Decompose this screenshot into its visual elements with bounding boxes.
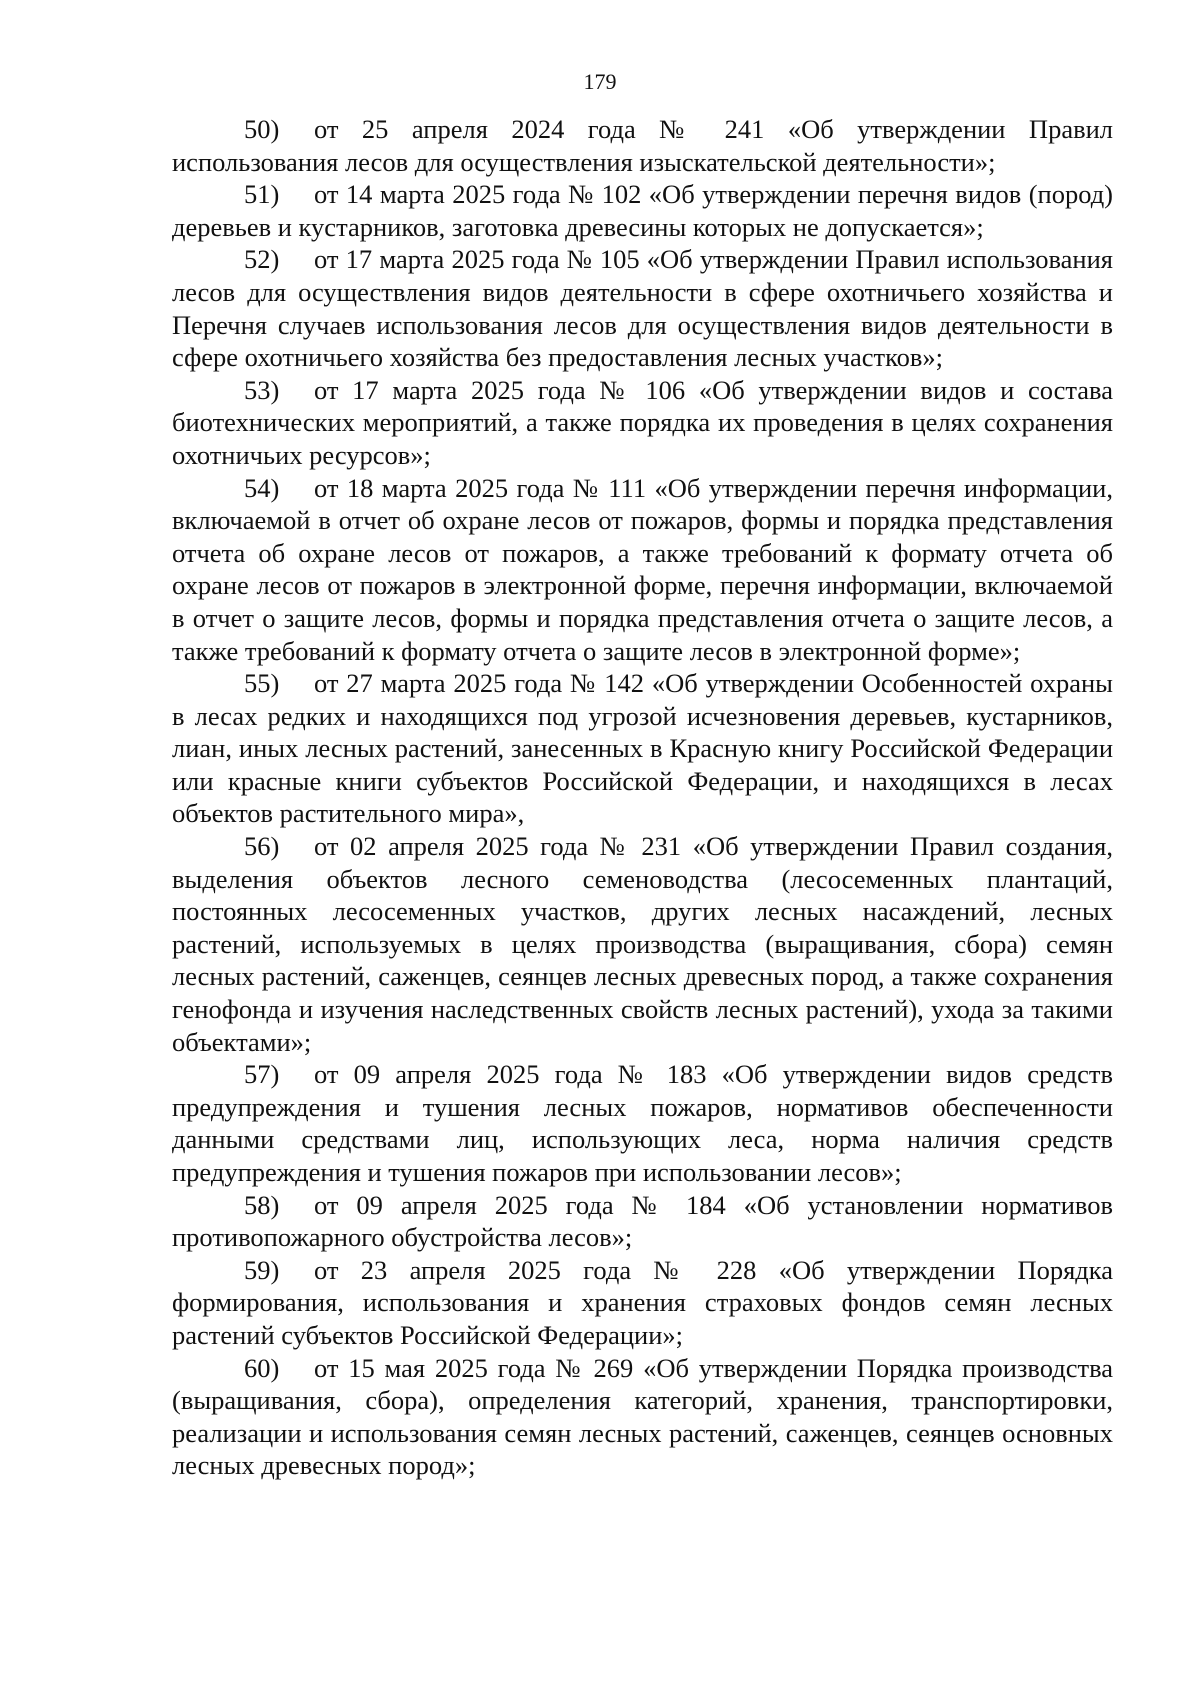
item-text: от 15 мая 2025 года № 269 «Об утверждении Порядка производства (выращивания, сбора), определения категорий, хранения, транспортировки, реализации и использования семян лесных растений, саженцев, сеянцев основных лесных древесных пород»; xyxy=(172,1352,1113,1481)
item-text: от 18 марта 2025 года № 111 «Об утверждении перечня информации, включаемой в отчет об охране лесов от пожаров, формы и порядка представления отчета об охране лесов от пожаров, а также требований к формату отчета об охране лесов от пожаров в электронной форме, перечня информации, включаемой в отчет о защите лесов, формы и порядка представления отчета о защите лесов, а также требований к формату отчета о защите лесов в электронной форме»; xyxy=(172,472,1113,666)
list-item-57 xyxy=(172,1058,1113,1188)
list-item-52 xyxy=(172,243,1113,373)
item-number: 57) xyxy=(244,1059,280,1090)
page-number: 179 xyxy=(583,69,617,94)
list-item-60 xyxy=(172,1352,1113,1482)
item-text: от 25 апреля 2024 года № 241 «Об утверждении Правил использования лесов для осуществления изыскательской деятельности»; xyxy=(172,114,1113,177)
item-text: от 17 марта 2025 года № 105 «Об утверждении Правил использования лесов для осуществления видов деятельности в сфере охотничьего хозяйства и Перечня случаев использования лесов для осуществления видов деятельности в сфере охотничьего хозяйства без предоставления лесных участков»; xyxy=(172,244,1113,373)
item-number: 55) xyxy=(244,668,280,699)
list-item-54 xyxy=(172,472,1113,668)
document-body xyxy=(172,113,1113,1482)
item-text: от 14 марта 2025 года № 102 «Об утверждении перечня видов (пород) деревьев и кустарников, заготовка древесины которых не допускается»; xyxy=(172,179,1113,242)
item-text: от 27 марта 2025 года № 142 «Об утверждении Особенностей охраны в лесах редких и находящихся под угрозой исчезновения деревьев, кустарников, лиан, иных лесных растений, занесенных в Красную книгу Российской Федерации или красные книги субъектов Российской Федерации, и находящихся в лесах объектов растительного мира», xyxy=(172,668,1113,829)
item-number: 51) xyxy=(244,179,280,210)
list-item-55 xyxy=(172,667,1113,830)
item-text: от 17 марта 2025 года № 106 «Об утверждении видов и состава биотехнических мероприятий, а также порядка их проведения в целях сохранения охотничьих ресурсов»; xyxy=(172,374,1113,470)
item-number: 54) xyxy=(244,472,280,503)
list-item-50 xyxy=(172,113,1113,178)
item-number: 52) xyxy=(244,244,280,275)
item-text: от 02 апреля 2025 года № 231 «Об утверждении Правил создания, выделения объектов лесного семеноводства (лесосеменных плантаций, постоянных лесосеменных участков, других лесных насаждений, лесных растений, используемых в целях производства (выращивания, сбора) семян лесных растений, саженцев, сеянцев лесных древесных пород, а также сохранения генофонда и изучения наследственных свойств лесных растений), ухода за такими объектами»; xyxy=(172,831,1113,1057)
item-number: 53) xyxy=(244,374,280,405)
item-number: 56) xyxy=(244,831,280,862)
item-number: 50) xyxy=(244,114,280,144)
item-number: 58) xyxy=(244,1189,280,1220)
list-item-53 xyxy=(172,374,1113,472)
item-number: 59) xyxy=(244,1254,280,1285)
item-number: 60) xyxy=(244,1352,280,1383)
list-item-59 xyxy=(172,1254,1113,1352)
list-item-56 xyxy=(172,830,1113,1058)
item-text: от 09 апреля 2025 года № 184 «Об установлении нормативов противопожарного обустройства лесов»; xyxy=(172,1189,1113,1253)
list-item-58 xyxy=(172,1189,1113,1254)
item-text: от 23 апреля 2025 года № 228 «Об утверждении Порядка формирования, использования и хранения страховых фондов семян лесных растений субъектов Российской Федерации»; xyxy=(172,1254,1113,1350)
item-text: от 09 апреля 2025 года № 183 «Об утверждении видов средств предупреждения и тушения лесных пожаров, нормативов обеспеченности данными средствами лиц, использующих леса, норма наличия средств предупреждения и тушения пожаров при использовании лесов»; xyxy=(172,1059,1113,1187)
list-item-51 xyxy=(172,178,1113,243)
